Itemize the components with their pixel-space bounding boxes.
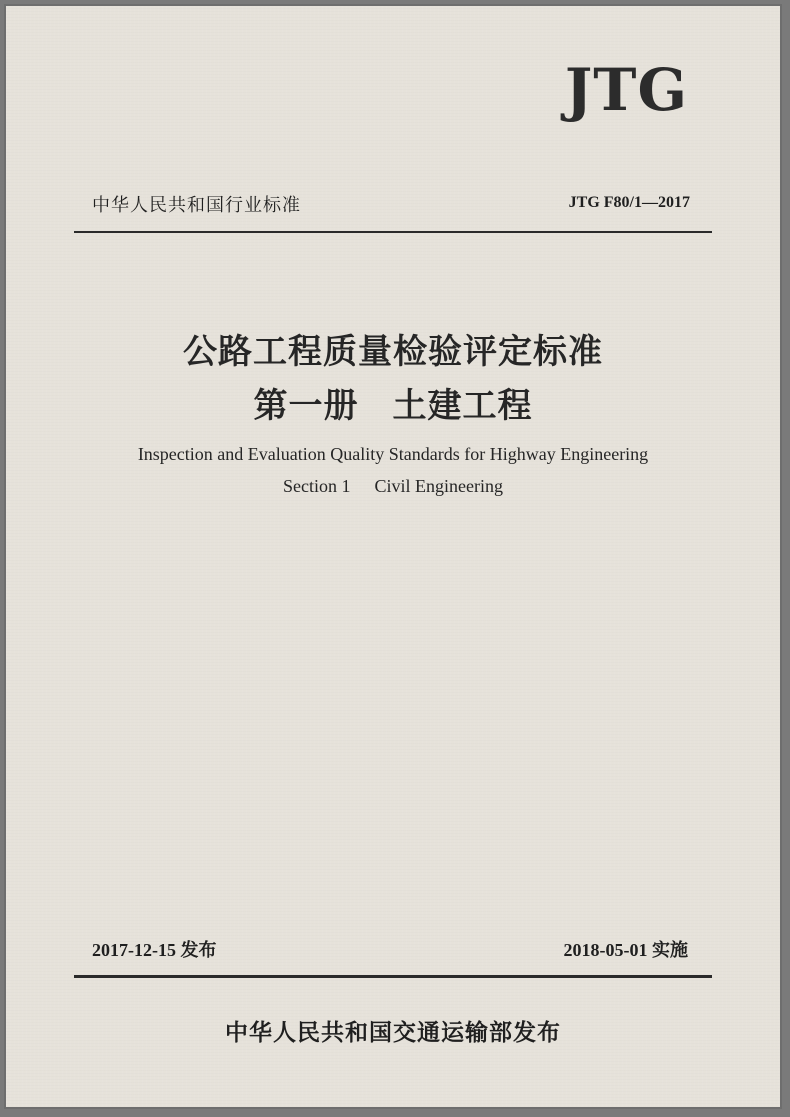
publisher: 中华人民共和国交通运输部发布	[225, 1020, 561, 1046]
bottom-divider	[74, 975, 712, 978]
section-label: Section 1	[283, 476, 351, 496]
title-english-line-2	[6, 476, 780, 497]
title-english-line-1: Inspection and Evaluation Quality Standards for Highway Engineering	[137, 444, 649, 464]
section-subject: Civil Engineering	[374, 476, 503, 496]
issue-date: 2017-12-15 发布	[92, 940, 217, 960]
volume-label: 第一册	[253, 386, 359, 426]
title-chinese-line-2	[6, 378, 780, 427]
top-divider	[74, 231, 712, 233]
volume-subject: 土建工程	[392, 386, 533, 426]
implementation-date: 2018-05-01 实施	[563, 940, 688, 960]
document-cover	[4, 4, 782, 1109]
standard-code: JTG F80/1—2017	[568, 194, 690, 211]
standard-category: 中华人民共和国行业标准	[92, 195, 301, 216]
title-chinese-line-1: 公路工程质量检验评定标准	[183, 332, 603, 372]
jtg-logo: JTG	[564, 56, 688, 124]
